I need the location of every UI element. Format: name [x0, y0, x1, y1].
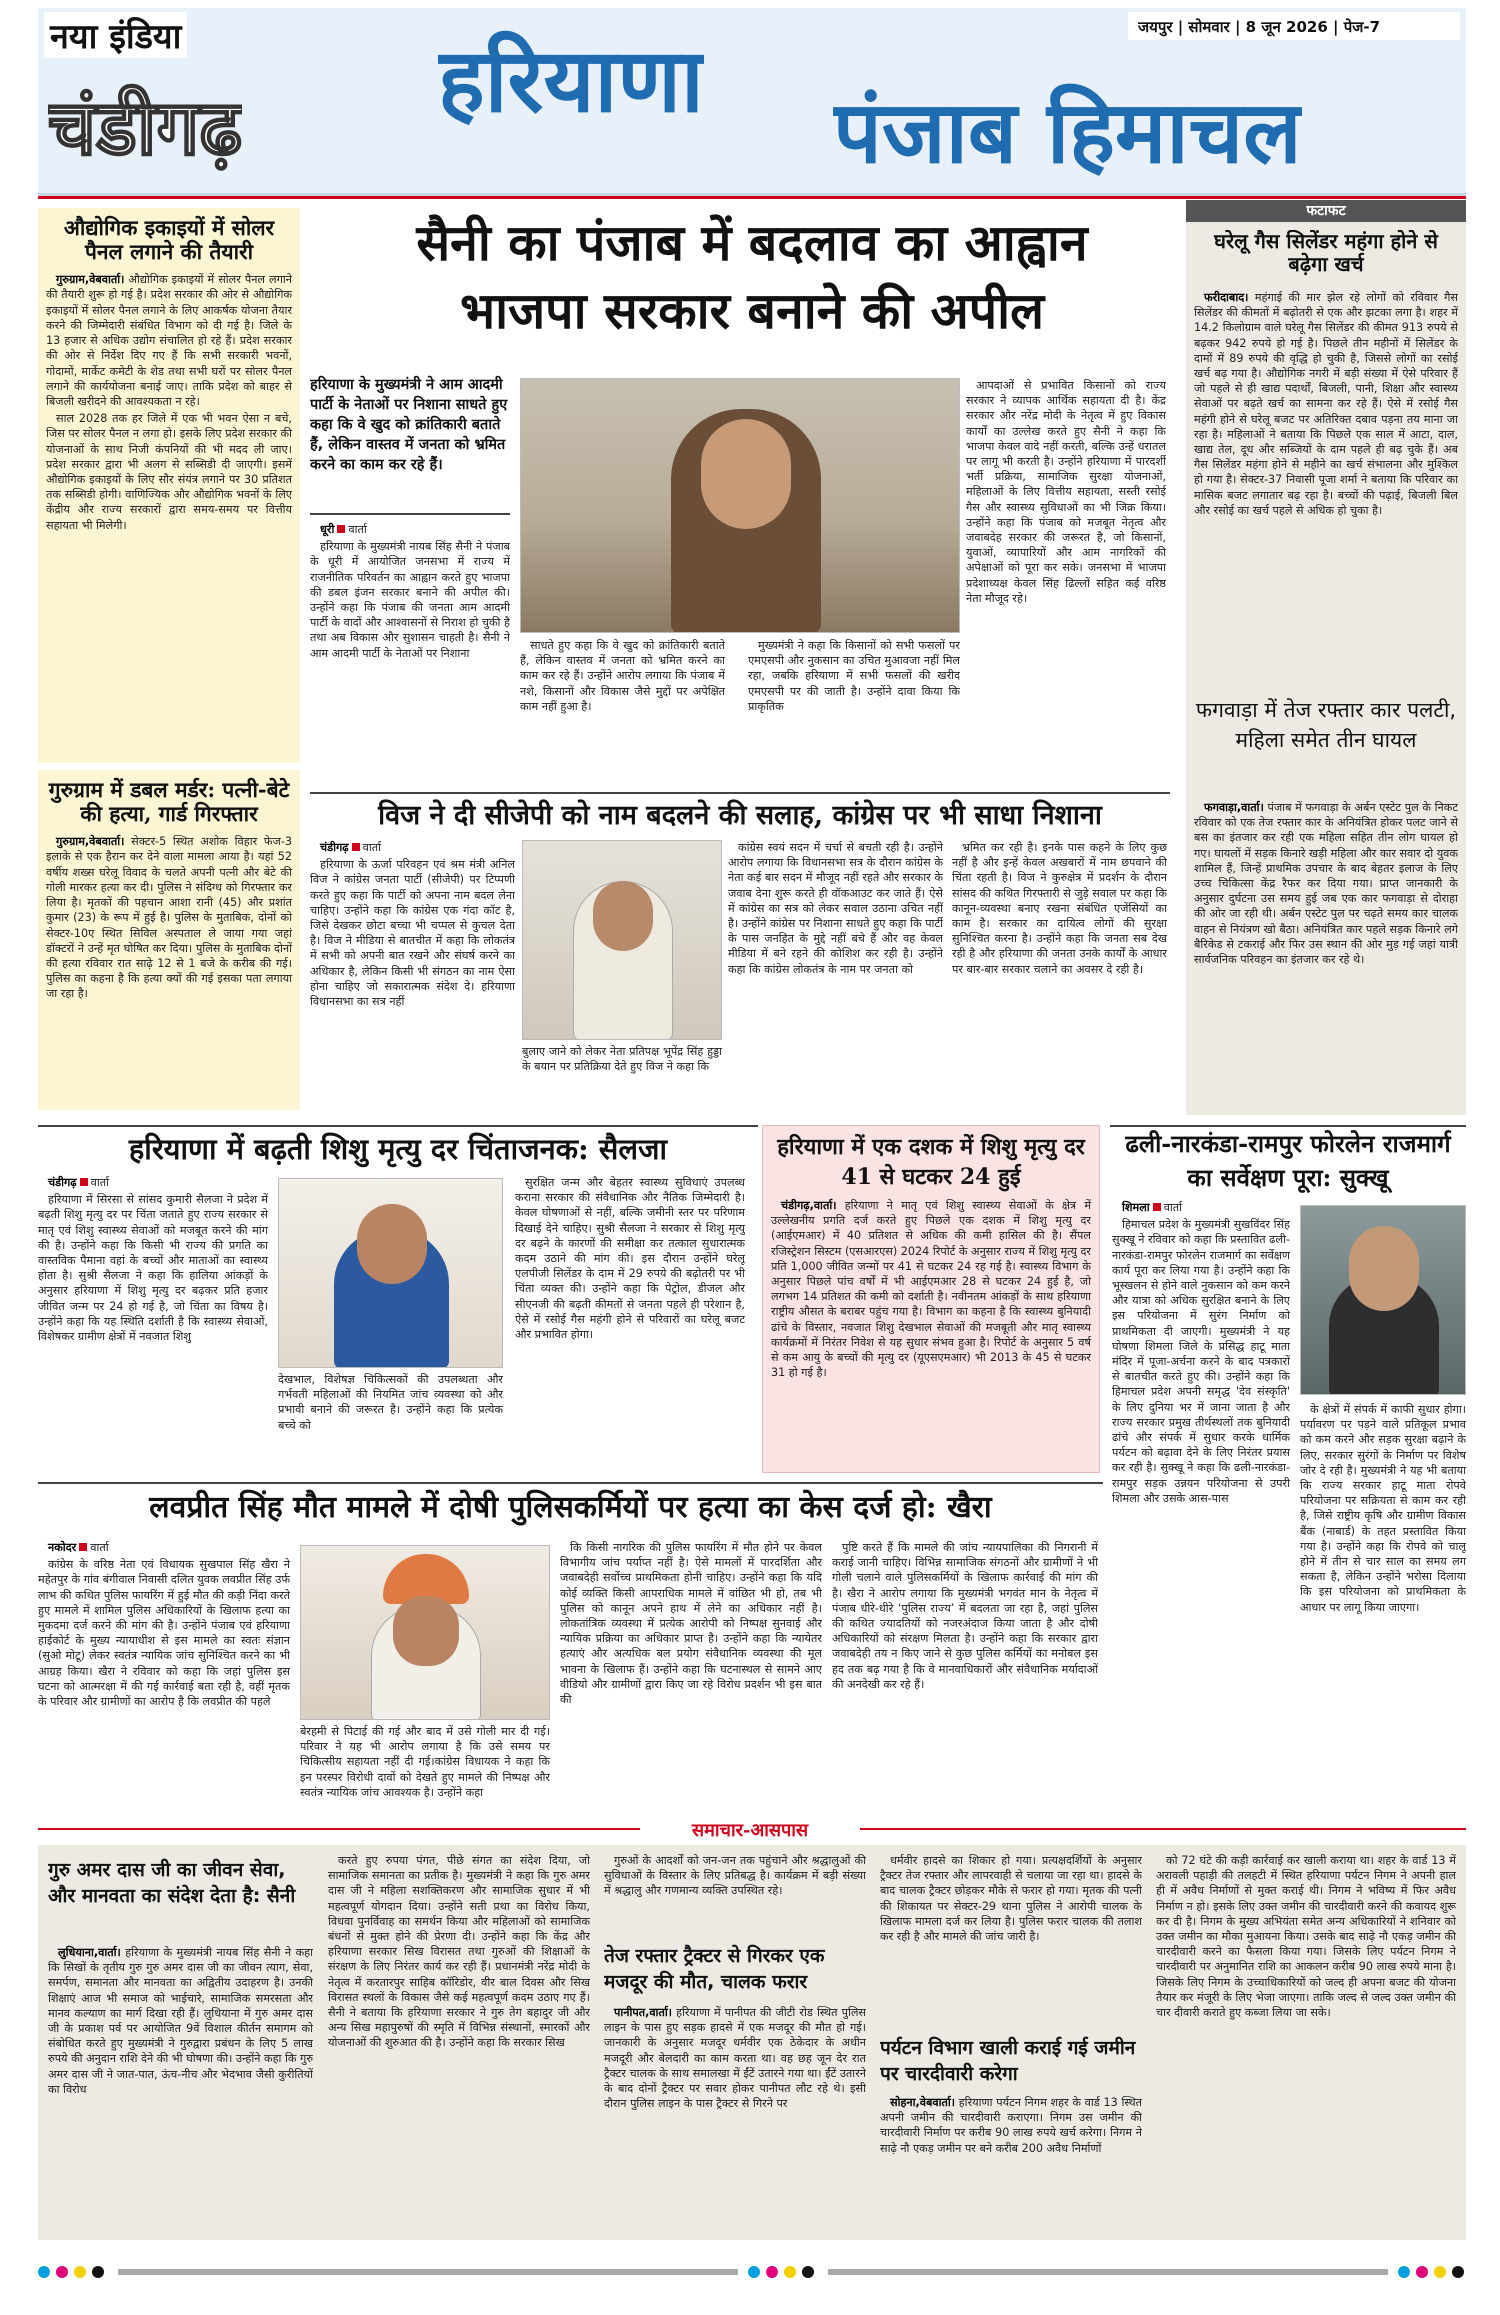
aaspaas-label-box: [640, 1818, 860, 1842]
red-square-icon: [337, 525, 345, 533]
shailja-col-1: [38, 1175, 268, 1475]
tourism-dateline: सोहना,वेबवार्ता।: [890, 2096, 955, 2109]
aaspaas-label: समाचार-आसपास: [691, 1820, 809, 1841]
solar-body: [46, 272, 292, 532]
red-square-icon: [352, 843, 360, 851]
guru-dateline: लुधियाना,वार्ता।: [58, 1946, 121, 1959]
lead-quote: [310, 375, 510, 515]
vij-para-3: भ्रमित कर रही है। इनके पास कहने के लिए कुछ नहीं है और इन्हें केवल अखबारों में नाम छपवाने की चिंता रहती है। विज ने कुरुक्षेत्र में प्रदर्शन के दौरान सांसद की कथित गिरफ्तारी से जुड़े सवाल पर कहा कि कानून-व्यवस्था बनाए रखना संबंधित एजेंसियों का काम है। सरकार का दायित्व लोगों की सुरक्षा सुनिश्चित करना है। उन्होंने कहा कि जनता सब देख रही है और हरियाणा की जनता उनके कार्यों के आधार पर बार-बार सरकार चलाने का अवसर दे रही है।: [952, 841, 1167, 976]
reg-dot-black: [802, 2266, 814, 2278]
vij-dateline: चंडीगढ़: [320, 841, 349, 854]
reg-dot-magenta: [1416, 2266, 1428, 2278]
tourism-para-1: हरियाणा पर्यटन निगम शहर के वार्ड 13 स्थित अपनी जमीन की चारदीवारी कराएगा। निगम उस जमीन की चारदीवारी निर्माण पर करीब 90 लाख रुपये खर्च करेगा। निगम ने साढ़े नौ एकड़ जमीन पर बने करीब 200 अवैध निर्माणों: [880, 2096, 1142, 2155]
khaira-photo: [300, 1545, 550, 1720]
khaira-agency: वार्ता: [90, 1541, 109, 1554]
murder-story: [38, 770, 300, 1110]
vij-photo: [522, 840, 722, 1040]
shailja-para-2: सुरक्षित जन्म और बेहतर स्वास्थ्य सुविधाएं उपलब्ध कराना सरकार की संवैधानिक और नैतिक जिम्मेदारी है। केवल घोषणाओं से नहीं, बल्कि जमीनी स्तर पर परिणाम दिखाई देने चाहिए। सुश्री सैलजा ने सरकार से शिशु मृत्यु दर बढ़ने के कारणों की समीक्षा कर तत्काल सुधारात्मक कदम उठाने की मांग की। इस दौरान उन्होंने घरेलू एलपीजी सिलेंडर के दाम में 29 रुपये की बढ़ोतरी पर भी चिंता व्यक्त की। उन्होंने कहा कि पेट्रोल, डीजल और सीएनजी की बढ़ती कीमतों से जनता पहले ही परेशान है, ऐसे में रसोई गैस महंगी होने से परिवारों का घरेलू बजट और प्रभावित होगा।: [515, 1176, 745, 1342]
solar-headline: औद्योगिक इकाइयों में सोलर पैनल लगाने की तैयारी: [63, 215, 275, 265]
reg-dot-magenta: [56, 2266, 68, 2278]
red-square-icon: [1153, 1203, 1161, 1211]
masthead: [38, 8, 1466, 196]
reg-dot-cyan: [748, 2266, 760, 2278]
vij-headline: विज ने दी सीजेपी को नाम बदलने की सलाह, कांग्रेस पर भी साधा निशाना: [310, 792, 1170, 834]
lead-dateline: धूरी: [320, 523, 335, 536]
lead-col-1: [310, 522, 510, 782]
sukhu-para-1: हिमाचल प्रदेश के मुख्यमंत्री सुखविंदर सिंह सुक्खू ने रविवार को कहा कि प्रस्तावित ढली-नारकंडा-रामपुर फोरलेन राजमार्ग का सर्वेक्षण कार्य पूरा कर लिया गया है। उन्होंने कहा कि भूस्खलन से होने वाले नुकसान को कम करने और यात्रा को अधिक सुरक्षित बनाने के लिए इस परियोजना में सुरंग निर्माण को प्राथमिकता दी जाएगी। मुख्यमंत्री ने यह घोषणा शिमला जिले के प्रसिद्ध हाटू माता मंदिर में पूजा-अर्चना करने के बाद पत्रकारों से बातचीत करते हुए की। उन्होंने कहा कि हिमाचल प्रदेश अपनी समृद्ध 'देव संस्कृति' के लिए दुनिया भर में जाना जाता है और राज्य सरकार प्रमुख तीर्थस्थलों तक बुनियादी ढांचे और संपर्क में सुधार करके धार्मिक पर्यटन को बढ़ावा देने के लिए निरंतर प्रयास कर रही है। सुक्खू ने कहा कि ढली-नारकंडा-रामपुर सड़क उन्नयन परियोजना से उपरी शिमला और उसके आस-पास: [1112, 1218, 1290, 1505]
reg-bar: [828, 2269, 1388, 2275]
lead-pull-quote: हरियाणा के मुख्यमंत्री ने आम आदमी पार्टी के नेताओं पर निशाना साधते हुए कहा कि वे खुद को क्रांतिकारी बताते हैं, लेकिन वास्तव में जनता को भ्रमित करने का काम कर रहे हैं।: [310, 377, 508, 473]
murder-headline: गुरुग्राम में डबल मर्डर: पत्नी-बेटे की हत्या, गार्ड गिरफ्तार: [48, 777, 290, 827]
guru-headline: गुरु अमर दास जी का जीवन सेवा, और मानवता का संदेश देता है: सैनी: [48, 1859, 296, 1907]
lead-headline-2: भाजपा सरकार बनाने की अपील: [459, 281, 1045, 340]
decline-dateline: चंडीगढ़,वार्ता।: [781, 1199, 837, 1212]
lead-col-3: [748, 638, 960, 786]
reg-dot-cyan: [38, 2266, 50, 2278]
red-square-icon: [79, 1543, 87, 1551]
masthead-rule: [38, 196, 1466, 199]
phagwara-dateline: फगवाड़ा,वार्ता।: [1204, 801, 1264, 814]
reg-bar: [118, 2269, 738, 2275]
sukhu-headline: ढली-नारकंडा-रामपुर फोरलेन राजमार्ग का सर्वेक्षण पूरा: सुक्खू: [1110, 1125, 1466, 1195]
reg-dot-yellow: [784, 2266, 796, 2278]
decline-story: [762, 1125, 1100, 1473]
khaira-col-4: [832, 1540, 1098, 1812]
tourism-col-1: [880, 2095, 1142, 2237]
shailja-caption: देखभाल, विशेषज्ञ चिकित्सकों की उपलब्धता और गर्भवती महिलाओं की नियमित जांच व्यवस्था को और प्रभावी बनाने की जरूरत है। उन्होंने कहा कि प्रत्येक बच्चे को: [278, 1373, 503, 1432]
gas-headline: घरेलू गैस सिलेंडर महंगा होने से बढ़ेगा खर्च: [1214, 230, 1438, 276]
lead-para-1: हरियाणा के मुख्यमंत्री नायब सिंह सैनी ने पंजाब के धूरी में आयोजित जनसभा में राज्य में राजनीतिक परिवर्तन का आह्वान करते हुए भाजपा की डबल इंजन सरकार बनाने की अपील की। उन्होंने कहा कि पंजाब की जनता आम आदमी पार्टी के वादों और आश्वासनों से निराश हो चुकी है तथा अब विकास और सुशासन चाहती है। सैनी ने आम आदमी पार्टी के नेताओं पर निशाना: [310, 540, 510, 660]
tourism-col-2: [1156, 1853, 1456, 2237]
decline-body: [771, 1198, 1091, 1380]
sukhu-photo: [1300, 1205, 1466, 1395]
photo-face: [357, 1204, 427, 1284]
guru-col-2: [328, 1853, 590, 2237]
tourism-headline: पर्यटन विभाग खाली कराई गई जमीन पर चारदीवारी करेगा: [880, 2037, 1136, 2085]
photo-face: [393, 1596, 459, 1666]
lead-headline-1: सैनी का पंजाब में बदलाव का आह्वान: [416, 213, 1088, 272]
shailja-photo: [278, 1178, 503, 1368]
print-registration-strip: [38, 2262, 1466, 2282]
sukhu-col-1: [1112, 1200, 1290, 1810]
shailja-headline: हरियाणा में बढ़ती शिशु मृत्यु दर चिंताजनक: सैलजा: [38, 1125, 758, 1171]
shailja-dateline: चंडीगढ़: [48, 1176, 77, 1189]
lead-agency: वार्ता: [348, 523, 367, 536]
guru-para-1: हरियाणा के मुख्यमंत्री नायब सिंह सैनी ने कहा कि सिखों के तृतीय गुरु गुरु अमर दास जी का जीवन त्याग, सेवा, समर्पण, समानता और मानवता का अद्वितीय उदाहरण है। उनकी शिक्षाएं आज भी समाज को भाईचारे, सामाजिक समरसता और मानव कल्याण का मार्ग दिखा रही हैं। लुधियाना में गुरु अमर दास जी के प्रकाश पर्व पर आयोजित 9वें विशाल कीर्तन समागम को संबोधित करते हुए मुख्यमंत्री ने गुरुद्वारा प्रबंधन के लिए 5 लाख रुपये की अनुदान राशि देने की भी घोषणा की। उन्होंने कहा कि गुरु अमर दास जी ने जात-पात, ऊंच-नीच और भेदभाव जैसी कुरीतियों का विरोध: [48, 1946, 313, 2096]
lead-para-3: मुख्यमंत्री ने कहा कि किसानों को सभी फसलों पर एमएसपी और नुकसान का उचित मुआवजा नहीं मिल रहा, जबकि हरियाणा में सभी फसलों की खरीद एमएसपी पर की जाती है। उन्होंने दावा किया कि प्राकृतिक: [748, 639, 960, 713]
title-punjab-himachal: पंजाब हिमाचल: [833, 83, 1302, 183]
guru-col-1: [48, 1945, 313, 2237]
tractor-para-2: धर्मवीर हादसे का शिकार हो गया। प्रत्यक्षदर्शियों के अनुसार ट्रैक्टर तेज रफ्तार और लापरवाही से चलाया जा रहा था। हादसे के बाद चालक ट्रैक्टर छोड़कर मौके से फरार हो गया। मृतक की पत्नी की शिकायत पर सेक्टर-29 थाना पुलिस ने आरोपी चालक के खिलाफ मामला दर्ज कर लिया है। पुलिस फरार चालक की तलाश कर रही है और मामले की जांच जारी है।: [880, 1854, 1142, 1944]
lead-para-2: साधते हुए कहा कि वे खुद को क्रांतिकारी बताते हैं, लेकिन वास्तव में जनता को भ्रमित करने का काम कर रहे हैं। उन्होंने आरोप लगाया कि पंजाब में नशे, किसानों और विकास जैसे मुद्दों पर अपेक्षित काम नहीं हुआ है।: [520, 639, 725, 713]
sukhu-agency: वार्ता: [1163, 1201, 1183, 1214]
vij-col-1: [310, 840, 515, 1118]
vij-col-3: [952, 840, 1167, 1118]
tractor-dateline: पानीपत,वार्ता।: [614, 2006, 672, 2019]
murder-dateline: गुरुग्राम,वेबवार्ता।: [56, 835, 125, 849]
khaira-caption: बेरहमी से पिटाई की गई और बाद में उसे गोली मार दी गई। परिवार ने यह भी आरोप लगाया है कि उसे समय पर चिकित्सीय सहायता नहीं दी गई।कांग्रेस विधायक ने कहा कि इन परस्पर विरोधी दावों को देखते हुए मामले की निष्पक्ष और स्वतंत्र न्यायिक जांच आवश्यक है। उन्होंने कहा: [300, 1725, 550, 1799]
reg-dot-magenta: [766, 2266, 778, 2278]
fatafat-column: [1186, 200, 1466, 1115]
sukhu-para-2: के क्षेत्रों में संपर्क में काफी सुधार होगा। पर्यावरण पर पड़ने वाले प्रतिकूल प्रभाव को कम करने और सड़क सुरक्षा बढ़ाने के लिए, सरकार सुरंगों के निर्माण पर विशेष जोर दे रही है। मुख्यमंत्री ने यह भी बताया कि राज्य सरकार हाटू माता रोपवे परियोजना पर सक्रियता से काम कर रही है, जिसे राष्ट्रीय कृषि और ग्रामीण विकास बैंक (नाबार्ड) के तहत प्रस्तावित किया गया है। उन्होंने कहा कि रोपवे को चालू होने में तीन से चार साल का समय लग सकता है, लेकिन उन्होंने भरोसा दिलाया कि इस परियोजना को प्राथमिकता के आधार पर लागू किया जाएगा।: [1300, 1403, 1466, 1614]
solar-para-2: साल 2028 तक हर जिले में एक भी भवन ऐसा न बचे, जिस पर सोलर पैनल न लगा हो। इसके लिए प्रदेश सरकार की योजनाओं के साथ निजी कंपनियों की भी मदद ली जाए। प्रदेश सरकार द्वारा भी अलग से सब्सिडी दी जाएगी। इसमें औद्योगिक इकाइयों के लिए सौर संयंत्र लगाने पर 30 प्रतिशत तक सब्सिडी होगी। वाणिज्यिक और औद्योगिक भवनों के लिए केंद्रीय और राज्य सरकारों द्वारा समय-समय पर वित्तीय सहायता भी मिलेगी।: [46, 412, 292, 532]
gas-para: महंगाई की मार झेल रहे लोगों को रविवार गैस सिलेंडर की कीमतों में बढ़ोतरी से एक और झटका लगा है। शहर में 14.2 किलोग्राम वाले घरेलू गैस सिलेंडर की कीमत 913 रुपये से बढ़कर 942 रुपये हो गई है। पिछले तीन महीनों में सिलेंडर के दामों में 89 रुपये की वृद्धि हो चुकी है, जिससे लोगों का रसोई खर्च बढ़ गया है। औद्योगिक नगरी में बड़ी संख्या में ऐसे परिवार हैं जो पहले से ही खाद्य पदार्थों, बिजली, पानी, शिक्षा और स्वास्थ्य सेवाओं पर बढ़ते खर्च का सामना कर रहे हैं। ऐसे में रसोई गैस महंगी होने से घरेलू बजट पर अतिरिक्त दबाव पड़ना तय माना जा रहा है। महिलाओं ने बताया कि पिछले एक साल में आटा, दाल, खाद्य तेल, दूध और सब्जियों के दाम पहले ही बढ़ चुके हैं। अब गैस सिलेंडर महंगा होने से महीने का खर्च संभालना और मुश्किल हो गया है। सेक्टर-37 निवासी पूजा शर्मा ने बताया कि परिवार का मासिक बजट लगातार बढ़ रहा है। बच्चों की पढ़ाई, बिजली बिल और रसोई का खर्च पहले से अधिक हो चुका है।: [1194, 291, 1458, 517]
shailja-para-1: हरियाणा में सिरसा से सांसद कुमारी सैलजा ने प्रदेश में बढ़ती शिशु मृत्यु दर पर चिंता जताते हुए राज्य सरकार से मातृ एवं शिशु स्वास्थ्य सेवाओं को मजबूत करने की मांग की है। उन्होंने कहा कि किसी भी राज्य की प्रगति का वास्तविक पैमाना वहां के बच्चों और माताओं का स्वास्थ्य होता है। सुश्री सैलजा ने कहा कि हालिया आंकड़ों के अनुसार हरियाणा में शिशु मृत्यु दर बढ़कर प्रति हजार जीवित जन्म पर 24 हो गई है, जो चिंता का विषय है। उन्होंने कहा कि यह स्थिति दर्शाती है कि स्वास्थ्य सेवाओं, विशेषकर ग्रामीण क्षेत्रों में नवजात शिशु: [38, 1193, 268, 1344]
guru-para-2: करते हुए रुपया पंगत, पीछे संगत का संदेश दिया, जो सामाजिक समानता का प्रतीक है। मुख्यमंत्री ने कहा कि गुरु अमर दास जी ने महिला सशक्तिकरण और सामाजिक सुधार में भी महत्वपूर्ण योगदान दिया। उन्होंने सती प्रथा का विरोध किया, विधवा पुनर्विवाह का समर्थन किया और महिलाओं को सामाजिक बंधनों से मुक्त होने की प्रेरणा दी। उन्होंने कहा कि केंद्र और हरियाणा सरकार सिख विरासत तथा गुरुओं की शिक्षाओं के संरक्षण के लिए निरंतर कार्य कर रही हैं। प्रधानमंत्री नरेंद्र मोदी के नेतृत्व में करतारपुर साहिब कॉरिडोर, वीर बाल दिवस और सिख विरासत स्थलों के विकास जैसे कई महत्वपूर्ण कदम उठाए गए हैं। सैनी ने बताया कि हरियाणा सरकार ने गुरु तेग बहादुर जी और अन्य सिख महापुरुषों की स्मृति में विभिन्न संस्थानों, स्मारकों और योजनाओं की शुरुआत की है। उन्होंने कहा कि सरकार सिख: [328, 1854, 590, 2050]
photo-face: [1349, 1226, 1419, 1311]
issue-dateline: जयपुर | सोमवार | 8 जून 2026 | पेज-7: [1138, 18, 1381, 36]
photo-face: [593, 881, 653, 951]
decline-headline: हरियाणा में एक दशक में शिशु मृत्यु दर 41 से घटकर 24 हुई: [777, 1134, 1085, 1190]
gas-body: [1194, 290, 1458, 680]
vij-col-2: [728, 840, 943, 1118]
khaira-col-1: [38, 1540, 290, 1812]
khaira-dateline: नकोदर: [48, 1541, 77, 1554]
gas-dateline: फरीदाबाद।: [1204, 291, 1249, 304]
vij-caption: बुलाए जाने को लेकर नेता प्रतिपक्ष भूपेंद्र सिंह हुड्डा के बयान पर प्रतिक्रिया देते हुए विज ने कहा कि: [522, 1045, 722, 1074]
murder-para-1: सेक्टर-5 स्थित अशोक विहार फेज-3 इलाके से एक हैरान कर देने वाला मामला आया है। यहां 52 वर्षीय शख्स घरेलू विवाद के चलते अपनी पत्नी और बेटे की गोली मारकर हत्या कर दी। पुलिस ने संदिग्ध को गिरफ्तार कर लिया है। मृतकों की पहचान आशा रानी (45) और प्रशांत कुमार (23) के रूप में हुई है। पुलिस के मुताबिक, दोनों को सेक्टर-10ए स्थित सिविल अस्पताल ले जाया गया जहां डॉक्टरों ने उन्हें मृत घोषित कर दिया। पुलिस के मुताबिक दोनों की हत्या रविवार रात साढ़े 12 से 1 बजे के करीब की गई। पुलिस का कहना है कि हत्या क्यों की गई इसका पता लगाया जा रहा है।: [46, 835, 293, 1001]
phagwara-body: [1194, 800, 1458, 1110]
guru-para-3: गुरुओं के आदर्शों को जन-जन तक पहुंचाने और श्रद्धालुओं की सुविधाओं के विस्तार के लिए प्रतिबद्ध है। कार्यक्रम में बड़ी संख्या में श्रद्धालु और गणमान्य व्यक्ति उपस्थित रहे।: [604, 1854, 866, 1898]
khaira-para-3: पुष्टि करते हैं कि मामले की जांच न्यायपालिका की निगरानी में कराई जानी चाहिए। विभिन्न सामाजिक संगठनों और ग्रामीणों ने भी गोली चलाने वाले पुलिसकर्मियों के खिलाफ कार्रवाई की मांग की है। खैरा ने आरोप लगाया कि मुख्यमंत्री भगवंत मान के नेतृत्व में पंजाब धीरे-धीरे ‘पुलिस राज्य’ में बदलता जा रहा है, जहां पुलिस की कथित ज्यादतियों को नजरअंदाज किया जाता है और दोषी अधिकारियों को संरक्षण मिलता है। उन्होंने कहा कि सरकार द्वारा जवाबदेही तय न किए जाने से कुछ पुलिस कर्मियों का मनोबल इस हद तक बढ़ गया है कि वे मानवाधिकारों और संवैधानिक मर्यादाओं की अनदेखी कर रहे हैं।: [832, 1541, 1098, 1691]
khaira-para-2: कि किसी नागरिक की पुलिस फायरिंग में मौत होने पर केवल विभागीय जांच पर्याप्त नहीं है। ऐसे मामलों में पारदर्शिता और जवाबदेही सर्वोच्च प्राथमिकता होनी चाहिए। उन्होंने कहा कि यदि कोई व्यक्ति किसी आपराधिक मामले में वांछित भी हो, तब भी पुलिस को कानून अपने हाथ में लेने का अधिकार नहीं है। लोकतांत्रिक व्यवस्था में प्रत्येक आरोपी को निष्पक्ष सुनवाई और न्यायिक प्रक्रिया का अधिकार प्राप्त है। उन्होंने कहा कि न्यायेतर हत्याएं और अत्यधिक बल प्रयोग संवैधानिक व्यवस्था की मूल भावना के खिलाफ हैं। उन्होंने कहा कि घटनास्थल से सामने आए वीडियो और ग्रामीणों द्वारा किए जा रहे विरोध प्रदर्शन भी इस बात की: [560, 1541, 822, 1707]
khaira-col-3: [560, 1540, 822, 1812]
vij-para-2: कांग्रेस स्वयं सदन में चर्चा से बचती रही है। उन्होंने आरोप लगाया कि विधानसभा सत्र के दौरान कांग्रेस के नेता कई बार सदन में मौजूद नहीं रहते और सरकार के जवाब देना शुरू करते ही वॉकआउट कर जाते हैं। ऐसे में कांग्रेस का सत्र को लेकर सवाल उठाना उचित नहीं है। उन्होंने कांग्रेस पर निशाना साधते हुए कहा कि पार्टी के पास जनहित के मुद्दे नहीं बचे हैं और वह केवल मीडिया में बने रहने की कोशिश कर रही है। उन्होंने कहा कि कांग्रेस लोकतंत्र के नाम पर जनता को: [728, 841, 943, 976]
city-name: चंडीगढ़: [48, 83, 243, 172]
vij-agency: वार्ता: [362, 841, 381, 854]
reg-dot-cyan: [1398, 2266, 1410, 2278]
khaira-para-1: कांग्रेस के वरिष्ठ नेता एवं विधायक सुखपाल सिंह खैरा ने महेतपुर के गांव बंगीवाल निवासी दलित युवक लवप्रीत सिंह उर्फ लाभ की कथित पुलिस फायरिंग में हुई मौत की कड़ी निंदा करते हुए मामले में शामिल पुलिस अधिकारियों के खिलाफ हत्या का मुकदमा दर्ज करने की मांग की है। उन्होंने पंजाब एवं हरियाणा हाईकोर्ट के मुख्य न्यायाधीश से इस मामले का स्वतः संज्ञान (सुओ मोटू) लेकर स्वतंत्र न्यायिक जांच सुनिश्चित करने का भी आग्रह किया। खैरा ने रविवार को कहा कि जहां पुलिस इस घटना को आत्मरक्षा में की गई कार्रवाई बता रही है, वहीं मृतक के परिवार और ग्रामीणों का आरोप है कि लवप्रीत की पहले: [38, 1558, 290, 1709]
red-square-icon: [80, 1178, 88, 1186]
photo-face: [701, 419, 791, 529]
lead-col-2: [520, 638, 725, 786]
reg-dot-black: [1452, 2266, 1464, 2278]
guru-col-3: [604, 1853, 866, 1935]
shailja-col-3: [515, 1175, 745, 1475]
vij-para-1: हरियाणा के ऊर्जा परिवहन एवं श्रम मंत्री अनिल विज ने कांग्रेस जनता पार्टी (सीजेपी) पर टिप्पणी करते हुए कहा कि पार्टी को अपना नाम बदल लेना चाहिए। उन्होंने कहा कि कांग्रेस एक गंदा कॉट है, जिसे देखकर छोटा बच्चा भी चप्पल से कुचल देता है। विज ने मीडिया से बातचीत में कहा कि लोकतंत्र में सभी को अपनी बात रखने और संघर्ष करने का अधिकार है, लेकिन किसी भी संगठन का नाम ऐसा होना चाहिए जो सकारात्मक संदेश दे। हरियाणा विधानसभा का सत्र नहीं: [310, 858, 515, 1009]
reg-dot-black: [92, 2266, 104, 2278]
shailja-agency: वार्ता: [90, 1176, 109, 1189]
khaira-headline: लवप्रीत सिंह मौत मामले में दोषी पुलिसकर्मियों पर हत्या का केस दर्ज हो: खैरा: [38, 1482, 1103, 1532]
tractor-para-1: हरियाणा में पानीपत की जीटी रोड स्थित पुलिस लाइन के पास हुए सड़क हादसे में एक मजदूर की मौत हो गई। जानकारी के अनुसार मजदूर धर्मवीर एक ठेकेदार के अधीन मजदूरी और बेलदारी का काम करता था। वह छह जून देर रात ट्रैक्टर चालक के साथ समालखा में ईंटें उतारने गया था। ईंटें उतारने के बाद दोनों ट्रैक्टर पर सवार होकर पानीपत लौट रहे थे। इसी दौरान पुलिस लाइन के पास ट्रैक्टर से गिरने पर: [604, 2006, 866, 2111]
fatafat-label-bar: [1186, 200, 1466, 222]
solar-para-1: औद्योगिक इकाइयों में सोलर पैनल लगाने की तैयारी शुरू हो गई है। प्रदेश सरकार की ओर से औद्योगिक इकाइयों में सोलर पैनल लगाने के लिए आकर्षक योजना तैयार करने की जिम्मेदारी संबंधित विभाग को दी गई है। जिले के 13 हजार से अधिक उद्योग संचालित हो रहे हैं। प्रदेश सरकार की ओर से निर्देश दिए गए हैं कि सभी सरकारी भवनों, गोदामों, मार्केट कमेटी के शेड तथा सभी घरों पर सोलर पैनल लगाने की कार्ययोजना बनाई जाए। ताकि प्रदेश को बाहर से बिजली खरीदने की आवश्यकता न रहे।: [46, 273, 292, 408]
brand-name: नया इंडिया: [44, 12, 187, 58]
tourism-para-2: को 72 घंटे की कड़ी कार्रवाई कर खाली कराया था। शहर के वार्ड 13 में अरावली पहाड़ी की तलहटी में स्थित हरियाणा पर्यटन निगम ने अपनी हाल ही में अवैध निर्माणों से मुक्त कराई थी। निगम ने भविष्य में फिर अवैध निर्माण न हो। इसके लिए उक्त जमीन की चारदीवारी करने की कवायद शुरू कर दी है। निगम के मुख्य अभियंता समेत अन्य अधिकारियों ने शनिवार को उक्त जमीन का मौका मुआयना किया। उसके बाद साढ़े नौ एकड़ जमीन की चारदीवारी करने का फैसला किया गया। जिसके लिए पर्यटन निगम ने चारदीवारी पर अनुमानित राशि का आकलन करीब 90 लाख रुपये माना है। जिसके लिए निगम के उच्चाधिकारियों को जल्द ही अपना बजट की योजना तैयार कर मंजूरी के लिए भेजा जाएगा। ताकि जल्द से जल्द उक्त जमीन की चार दीवारी कराते हुए कब्जा लिया जा सके।: [1156, 1854, 1456, 2020]
lead-para-4: आपदाओं से प्रभावित किसानों को राज्य सरकार ने व्यापक आर्थिक सहायता दी है। केंद्र सरकार और नरेंद्र मोदी के नेतृत्व में हुए विकास कार्यों का उल्लेख करते हुए सैनी ने कहा कि भाजपा केवल वादे नहीं करती, बल्कि उन्हें धरातल पर लागू भी करती है। उन्होंने हरियाणा में पारदर्शी भर्ती प्रक्रिया, सामाजिक सुरक्षा योजनाओं, महिलाओं के लिए वित्तीय सहायता, सस्ती रसोई गैस और स्वास्थ्य सुविधाओं का भी जिक्र किया। उन्होंने कहा कि पंजाब को मजबूत नेतृत्व और जवाबदेह सरकार की जरूरत है, जो किसानों, युवाओं, व्यापारियों और आम नागरिकों की अपेक्षाओं को पूरा कर सके। जनसभा में भाजपा प्रदेशाध्यक्ष केवल सिंह ढिल्लों सहित कई वरिष्ठ नेता मौजूद रहे।: [966, 379, 1166, 605]
tractor-headline: तेज रफ्तार ट्रैक्टर से गिरकर एक मजदूर की मौत, चालक फरार: [604, 1945, 825, 1993]
phagwara-para: पंजाब में फगवाड़ा के अर्बन एस्टेट पुल के निकट रविवार को एक तेज रफ्तार कार के अनियंत्रित होकर पलट जाने से बस का इंतजार कर रही एक महिला सहित तीन लोग घायल हो गए। घायलों में सड़क किनारे खड़ी महिला और कार सवार दो युवक शामिल हैं, जिन्हें प्राथमिक उपचार के बाद बेहतर इलाज के लिए उच्च चिकित्सा केंद्र रैफर कर दिया गया। प्राप्त जानकारी के अनुसार दुर्घटना उस समय हुई जब एक कार फगवाड़ा से दोराहा की ओर जा रही थी। अर्बन एस्टेट पुल पर चढ़ते समय कार चालक वाहन से नियंत्रण खो बैठा। अनियंत्रित कार पहले सड़क किनारे लगे बैरिकेड से टकराई और फिर उस स्थान की ओर मुड़ गई जहां यात्री सार्वजनिक परिवहन का इंतजार कर रहे थे।: [1194, 801, 1458, 967]
solar-dateline: गुरुग्राम,वेबवार्ता।: [56, 273, 125, 287]
reg-dot-yellow: [74, 2266, 86, 2278]
tractor-col-2: [880, 1853, 1142, 2025]
phagwara-headline: फगवाड़ा में तेज रफ्तार कार पलटी, महिला समेत तीन घायल: [1195, 698, 1457, 752]
tractor-col-1: [604, 2005, 866, 2237]
sukhu-dateline: शिमला: [1122, 1201, 1150, 1214]
solar-story: [38, 208, 300, 763]
sukhu-col-2: [1300, 1402, 1466, 1810]
lead-col-4: [966, 378, 1166, 786]
aaspaas-section: [38, 1845, 1466, 2240]
saini-photo: [520, 378, 960, 633]
reg-dot-yellow: [1434, 2266, 1446, 2278]
title-haryana: हरियाणा: [438, 29, 704, 132]
fatafat-label: फटाफट: [1306, 203, 1346, 219]
decline-para: हरियाणा ने मातृ एवं शिशु स्वास्थ्य सेवाओं के क्षेत्र में उल्लेखनीय प्रगति दर्ज करते हुए पिछले एक दशक में शिशु मृत्यु दर (आईएमआर) में 40 प्रतिशत से अधिक की कमी हासिल की है। सैंपल रजिस्ट्रेशन सिस्टम (एसआरएस) 2024 रिपोर्ट के अनुसार राज्य में शिशु मृत्यु दर प्रति 1,000 जीवित जन्मों पर 41 से घटकर 24 रह गई है। स्वास्थ्य विभाग के अनुसार पिछले पांच वर्षों में भी आईएमआर 28 से घटकर 24 हुई है, जो लगभग 14 प्रतिशत की कमी को दर्शाती है। नवीनतम आंकड़ों के साथ हरियाणा राष्ट्रीय औसत के बराबर पहुंच गया है। विभाग का कहना है कि स्वास्थ्य बुनियादी ढांचे के विस्तार, नवजात शिशु देखभाल सेवाओं की मजबूती और मातृ स्वास्थ्य कार्यक्रमों में निरंतर निवेश से यह सुधार संभव हुआ है। रिपोर्ट के अनुसार 5 वर्ष से कम आयु के बच्चों की मृत्यु दर (यूएसएमआर) भी 2013 के 45 से घटकर 31 हो गई है।: [771, 1199, 1092, 1380]
murder-body: [46, 834, 292, 1001]
